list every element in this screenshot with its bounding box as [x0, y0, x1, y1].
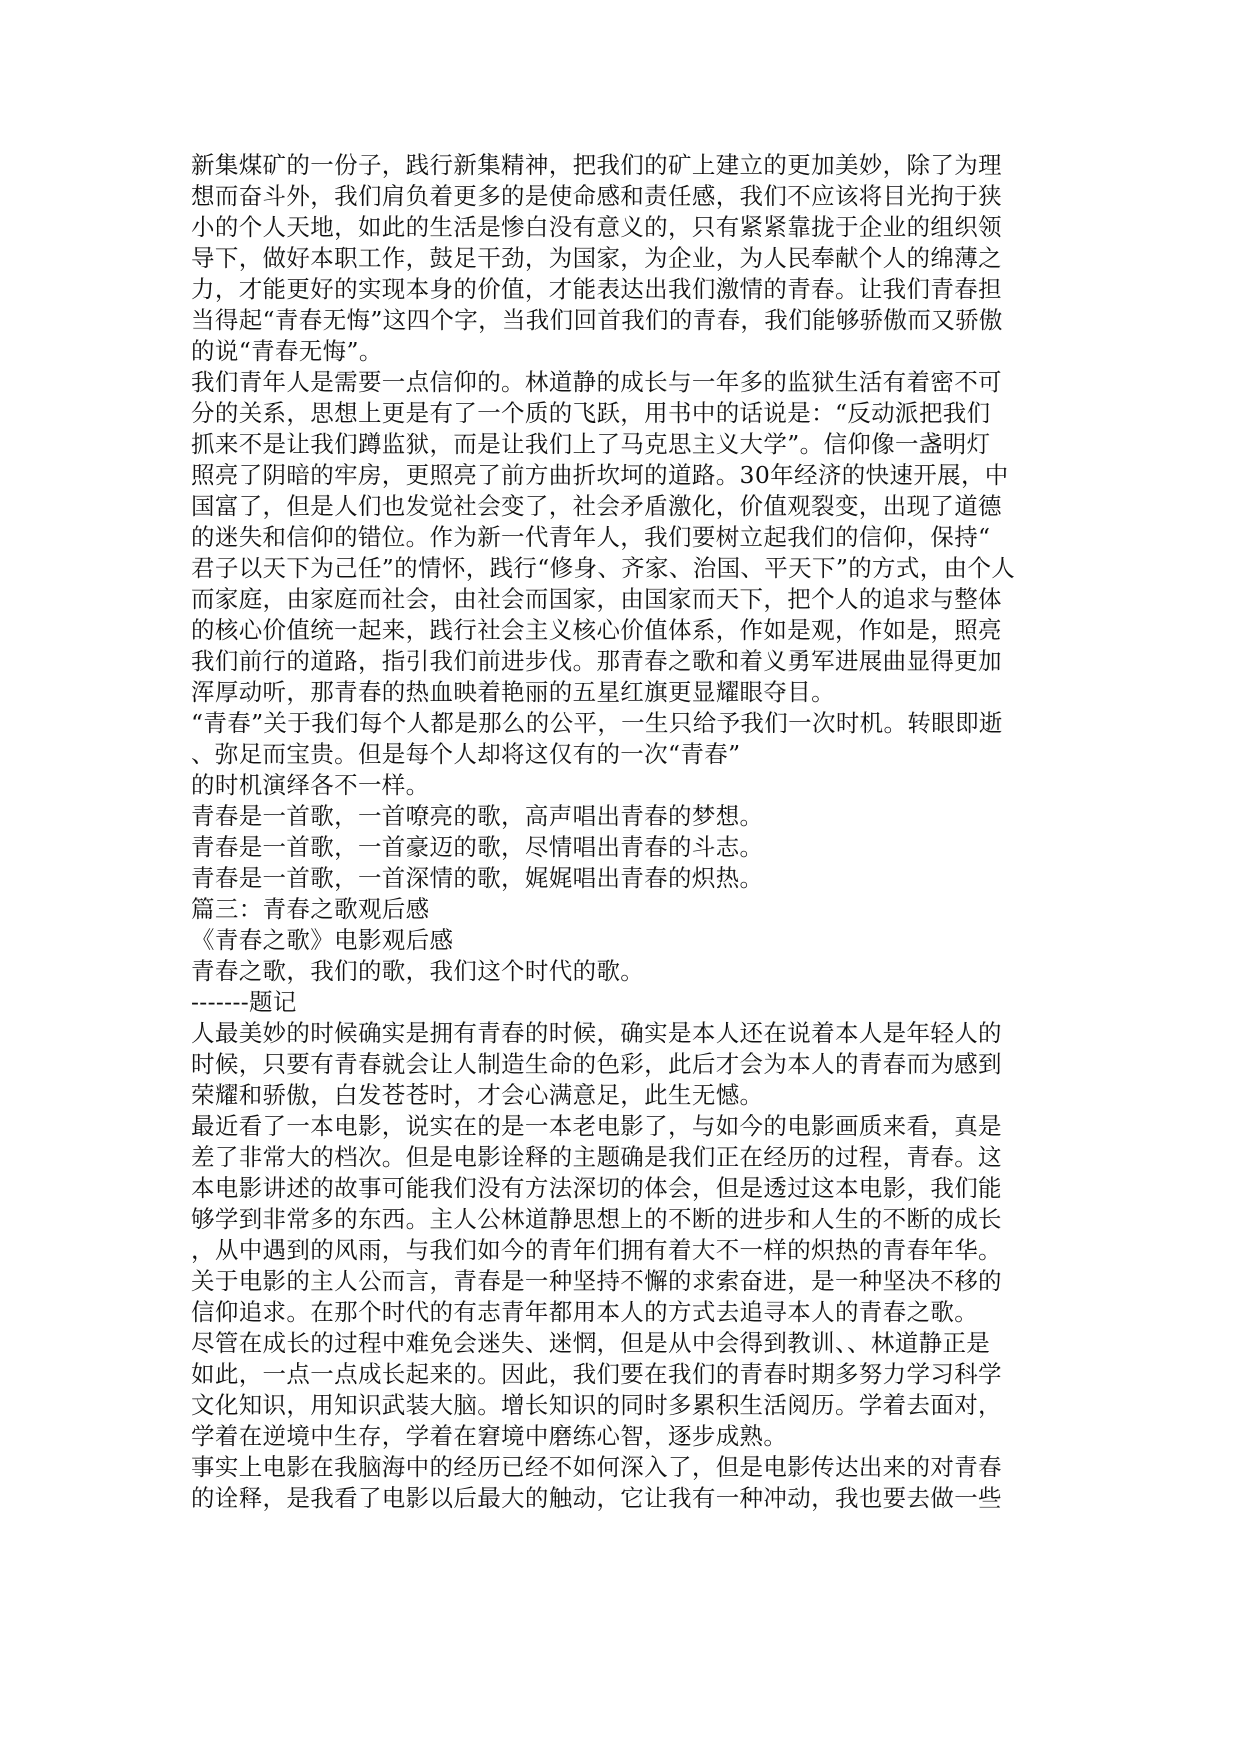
text-line: 事实上电影在我脑海中的经历已经不如何深入了，但是电影传达出来的对青春: [191, 1453, 1002, 1481]
text-line: 尽管在成长的过程中难免会迷失、迷惘，但是从中会得到教训、、林道静正是: [191, 1329, 991, 1357]
text-line: 的迷失和信仰的错位。作为新一代青年人，我们要树立起我们的信仰，保持“: [191, 523, 991, 551]
text-line: 青春是一首歌，一首深情的歌，娓娓唱出青春的炽热。: [191, 864, 764, 892]
text-line: 差了非常大的档次。但是电影诠释的主题确是我们正在经历的过程，青春。这: [191, 1143, 1002, 1171]
section-subtitle: 《青春之歌》电影观后感: [191, 926, 454, 954]
epigraph-attribution: -------题记: [191, 988, 297, 1016]
document-body: [191, 150, 1071, 1514]
text-line: 当得起“青春无悔”这四个字，当我们回首我们的青春，我们能够骄傲而又骄傲: [191, 306, 1003, 334]
text-line: 如此，一点一点成长起来的。因此，我们要在我们的青春时期多努力学习科学: [191, 1360, 1002, 1388]
text-line: 我们青年人是需要一点信仰的。林道静的成长与一年多的监狱生活有着密不可: [191, 368, 1002, 396]
text-line: 我们前行的道路，指引我们前进步伐。那青春之歌和着义勇军进展曲显得更加: [191, 647, 1002, 675]
text-line: 的核心价值统一起来，践行社会主义核心价值体系，作如是观，作如是，照亮: [191, 616, 1002, 644]
text-line: 国富了，但是人们也发觉社会变了，社会矛盾激化，价值观裂变，出现了道德: [191, 492, 1002, 520]
text-line: 的诠释，是我看了电影以后最大的触动，它让我有一种冲动，我也要去做一些: [191, 1484, 1002, 1512]
text-line: 荣耀和骄傲，白发苍苍时，才会心满意足，此生无憾。: [191, 1081, 764, 1109]
text-line: 小的个人天地，如此的生活是惨白没有意义的，只有紧紧靠拢于企业的组织领: [191, 213, 1002, 241]
text-line: 而家庭，由家庭而社会，由社会而国家，由国家而天下，把个人的追求与整体: [191, 585, 1002, 613]
text-line: 青春是一首歌，一首嘹亮的歌，高声唱出青春的梦想。: [191, 802, 764, 830]
text-line: 的时机演绎各不一样。: [191, 771, 430, 799]
text-line: 本电影讲述的故事可能我们没有方法深切的体会，但是透过这本电影，我们能: [191, 1174, 1002, 1202]
text-line: 青春之歌，我们的歌，我们这个时代的歌。: [191, 957, 645, 985]
text-line: 的说“青春无悔”。: [191, 337, 383, 365]
text-line: 关于电影的主人公而言，青春是一种坚持不懈的求索奋进，是一种坚决不移的: [191, 1267, 1002, 1295]
text-line: 学着在逆境中生存，学着在窘境中磨练心智，逐步成熟。: [191, 1422, 788, 1450]
text-line: “青春”关于我们每个人都是那么的公平，一生只给予我们一次时机。转眼即逝: [191, 709, 1003, 737]
text-line: 最近看了一本电影，说实在的是一本老电影了，与如今的电影画质来看，真是: [191, 1112, 1002, 1140]
text-line: 浑厚动听，那青春的热血映着艳丽的五星红旗更显耀眼夺目。: [191, 678, 835, 706]
text-line: 导下，做好本职工作，鼓足干劲，为国家，为企业，为人民奉献个人的绵薄之: [191, 244, 1002, 272]
text-line: 新集煤矿的一份子，践行新集精神，把我们的矿上建立的更加美妙，除了为理: [191, 151, 1002, 179]
text-line: 照亮了阴暗的牢房，更照亮了前方曲折坎坷的道路。30年经济的快速开展，中: [191, 461, 1009, 489]
text-line: 够学到非常多的东西。主人公林道静思想上的不断的进步和人生的不断的成长: [191, 1205, 1002, 1233]
text-line: 君子以天下为己任”的情怀，践行“修身、齐家、治国、平天下”的方式，由个人: [191, 554, 1016, 582]
text-line: 文化知识，用知识武装大脑。增长知识的同时多累积生活阅历。学着去面对，: [191, 1391, 1002, 1419]
text-line: 青春是一首歌，一首豪迈的歌，尽情唱出青春的斗志。: [191, 833, 764, 861]
text-line: 、弥足而宝贵。但是每个人却将这仅有的一次“青春”: [191, 740, 741, 768]
text-line: 信仰追求。在那个时代的有志青年都用本人的方式去追寻本人的青春之歌。: [191, 1298, 979, 1326]
text-line: 想而奋斗外，我们肩负着更多的是使命感和责任感，我们不应该将目光拘于狭: [191, 182, 1002, 210]
section-heading: 篇三：青春之歌观后感: [191, 895, 430, 923]
text-line: 时候，只要有青春就会让人制造生命的色彩，此后才会为本人的青春而为感到: [191, 1050, 1002, 1078]
text-line: 分的关系，思想上更是有了一个质的飞跃，用书中的话说是：“反动派把我们: [191, 399, 991, 427]
text-line: ，从中遇到的风雨，与我们如今的青年们拥有着大不一样的炽热的青春年华。: [191, 1236, 1002, 1264]
text-line: 力，才能更好的实现本身的价值，才能表达出我们激情的青春。让我们青春担: [191, 275, 1002, 303]
text-line: 人最美妙的时候确实是拥有青春的时候，确实是本人还在说着本人是年轻人的: [191, 1019, 1002, 1047]
text-line: 抓来不是让我们蹲监狱，而是让我们上了马克思主义大学”。信仰像一盏明灯: [191, 430, 991, 458]
